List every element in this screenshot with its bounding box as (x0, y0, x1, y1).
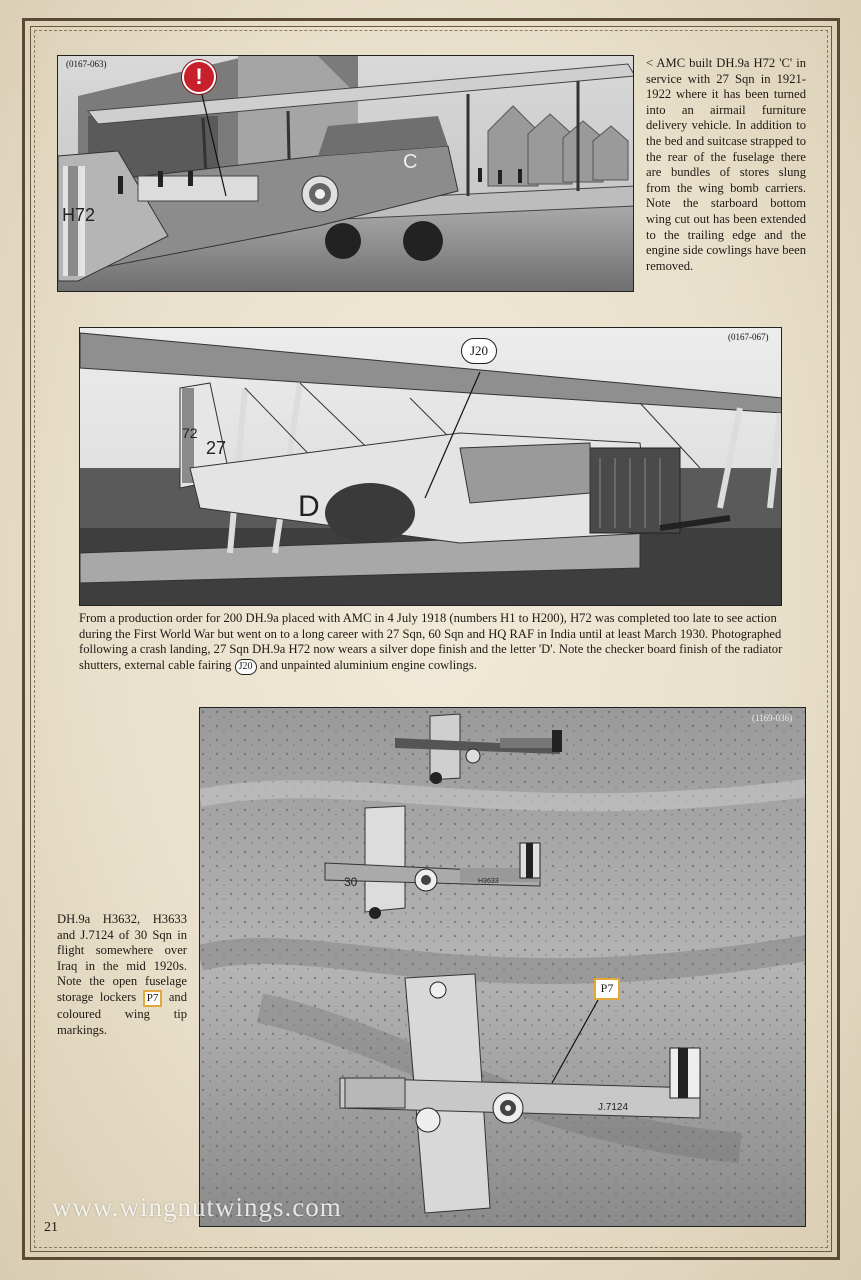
photo3-caption-text: DH.9a H3632, H3633 and J.7124 of 30 Sqn in flight somewhere over Iraq in the mid 1920s. Note the open fuselage storage lockers (57, 912, 187, 1004)
callout-p7: P7 (594, 978, 620, 1000)
website-watermark[interactable]: www.wingnutwings.com (52, 1192, 342, 1222)
serial-h3633: H3633 (478, 878, 499, 885)
photo3-caption-text-end: and coloured wing tip markings. (57, 989, 187, 1037)
photo-ref: (1169-036) (752, 713, 793, 723)
aircraft-letter-c: C (403, 151, 418, 173)
fin-serial-72: 72 (182, 425, 198, 441)
code-30: 30 (344, 875, 358, 889)
photo-30-sqn-formation-image (200, 708, 806, 1227)
photo-ref: (0167-063) (66, 59, 107, 69)
photo-ref: (0167-067) (728, 332, 769, 342)
serial-j7124: J.7124 (598, 1102, 629, 1113)
photo1-caption: < AMC built DH.9a H72 'C' in service with 27 Sqn in 1921-1922 where it has been turned into an airmail furniture delivery vehicle. In addition to the bed and suitcase strapped to the rear of the fuselage there are bundles of stores slung from the wing bomb carriers. Note the starboard bottom wing cut out has been extended to the trailing edge and the engine side cowlings have been removed. (646, 56, 806, 273)
photo-30-sqn-formation (199, 707, 806, 1227)
warning-icon (182, 60, 216, 94)
photo3-caption (57, 912, 187, 1038)
photo-h72-airmail-image (58, 56, 634, 292)
photo2-caption-text-end: and unpainted aluminium engine cowlings. (259, 657, 477, 672)
photo-h72-crash-image (80, 328, 782, 606)
caption-badge-p7: P7 (143, 990, 163, 1007)
photo-h72-crash (79, 327, 782, 606)
fuselage-letter-d: D (298, 490, 320, 523)
fin-code-27: 27 (206, 438, 227, 458)
warning-icon-symbol: ! (195, 64, 203, 89)
caption-badge-j20: J20 (235, 659, 257, 675)
aircraft-serial-h72: H72 (62, 205, 96, 225)
page-number: 21 (44, 1220, 58, 1235)
callout-j20: J20 (461, 338, 497, 364)
photo2-caption-text: From a production order for 200 DH.9a placed with AMC in 4 July 1918 (numbers H1 to H200), H72 was completed too late to see action during the First World War but went on to a long career with 27 Sqn, 60 Sqn and HQ RAF in India until at least March 1930. Photographed following a crash landing, 27 Sqn DH.9a H72 now wears a silver dope finish and the letter 'D'. Note the checker board finish of the radiator shutters, external cable fairing (79, 611, 783, 672)
photo2-caption (79, 611, 784, 675)
photo-h72-airmail (57, 55, 634, 292)
